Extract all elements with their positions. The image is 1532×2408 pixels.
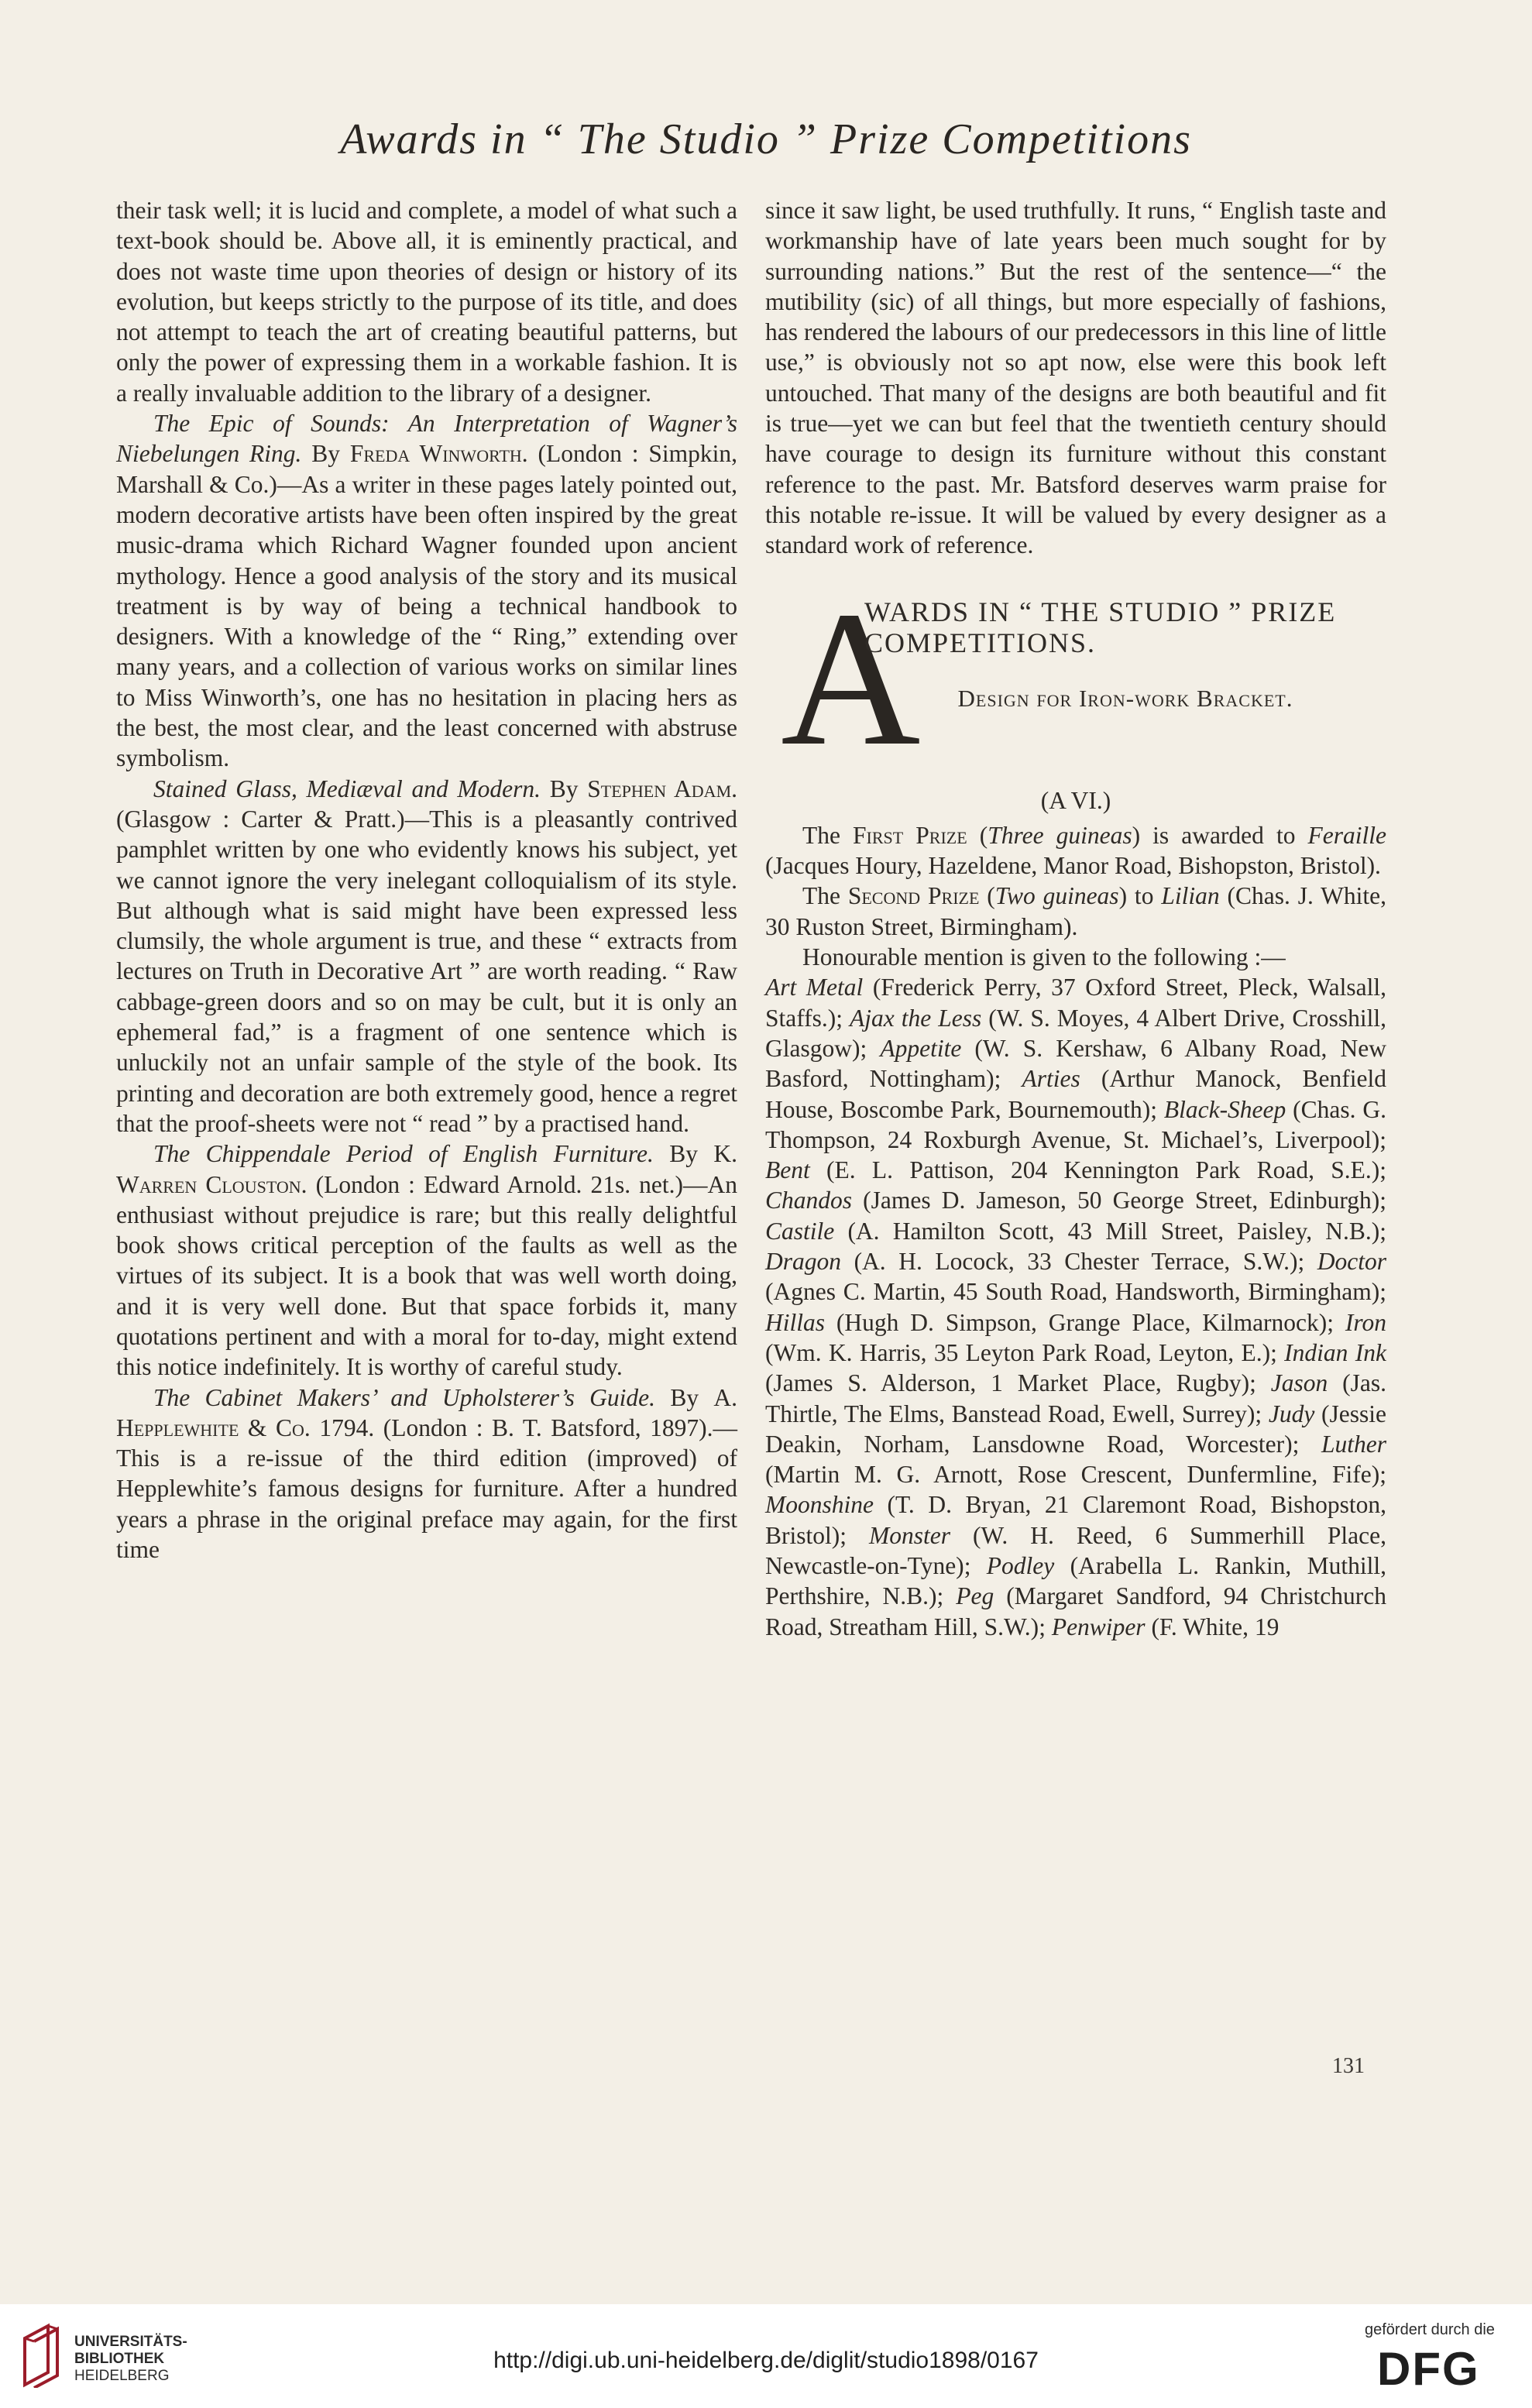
- book-title: The Epic of Sounds: An Interpretation of Wagner’s Niebelungen Ring.: [116, 410, 737, 468]
- mention-detail: (A. H. Locock, 33 Chester Terrace, S.W.): [854, 1248, 1298, 1276]
- second-prize-paragraph: The Second Prize (Two guineas) to Lilian (Chas. J. White, 30 Ruston Street, Birmingham).: [765, 882, 1386, 940]
- mention-pseudonym: Ajax the Less: [850, 1004, 982, 1032]
- book-title: The Chippendale Period of English Furniture.: [153, 1140, 654, 1168]
- review-epic-of-sounds: The Epic of Sounds: An Interpretation of Wagner’s Niebelungen Ring. By Freda Winworth. (London : Simpkin, Marshall & Co.)—As a writer in these pages lately pointed out, modern decorative artists have been often inspired by the great music-drama which Richard Wagner founded upon ancient mythology. Hence a good analysis of the story and its musical treatment is by way of being a technical handbook to designers. With a knowledge of the “ Ring,” extending over many years, and a collection of various works on similar lines to Miss Winworth’s, one has no hesitation in placing hers as the best, the most clear, and the least concerned with abstruse symbolism.: [116, 410, 737, 772]
- mention-pseudonym: Appetite: [880, 1034, 962, 1062]
- mention-detail: (James S. Alderson, 1 Market Place, Rugby): [765, 1369, 1250, 1397]
- competition-subheading: Design for Iron-work Bracket.: [957, 684, 1293, 712]
- mention-pseudonym: Arties: [1022, 1065, 1080, 1093]
- review-stained-glass: Stained Glass, Mediæval and Modern. By Stephen Adam. (Glasgow : Carter & Pratt.)—This is a pleasantly contrived pamphlet written by one who evidently knows his subject, yet we cannot ignore the very inelegant colloquialism of its style. But although what is said might have been expressed less clumsily, the whole argument is true, and these “ extracts from lectures on Truth in Decorative Art ” are worth reading. “ Raw cabbage-green doors and so on may be cult, but it is only an ephemeral fad,” is a fragment of one sentence which is unluckily not an unfair sample of the style of the book. Its printing and decoration are both extremely good, hence a regret that the proof-sheets were not “ read ” by a practised hand.: [116, 775, 738, 1137]
- second-prize-label: Second Prize: [847, 882, 980, 910]
- review-text: As a writer in these pages lately pointed out, modern decorative artists have been often inspired by the great music-drama which Richard Wagner founded upon ancient mythology. Hence a good analysis of the story and its musical treatment is by way of being a technical handbook to designers. With a knowledge of the “ Ring,” extending over many years, and a collection of various works on similar lines to Miss Winworth’s, one has no hesitation in placing hers as the best, the most clear, and the least concerned with abstruse symbolism.: [116, 470, 737, 772]
- mention-detail: (W. H. Reed, 6 Summerhill Place, Newcastle-on-Tyne): [765, 1521, 1386, 1579]
- first-prize-winner: (Jacques Houry, Hazeldene, Manor Road, Bishopston, Bristol).: [765, 852, 1381, 880]
- running-head: Awards in “ The Studio ” Prize Competitions: [340, 115, 1192, 163]
- review-text: An enthusiast without prejudice is rare; but this really delightful book shows critical perception of the faults as well as the virtues of its subject. It is a book that was well worth doing, and it is very well done. But that space forbids it, many quotations pertinent and with a moral for to-day, might extend this notice indefinitely. It is worthy of careful study.: [116, 1170, 737, 1381]
- mention-detail: (Jessie Deakin, Norham, Lansdowne Road, Worcester): [765, 1400, 1386, 1458]
- author-name: A. Hepplewhite & Co.: [116, 1383, 738, 1441]
- mention-detail: (Arthur Manock, Benfield House, Boscombe Park, Bournemouth): [765, 1065, 1386, 1123]
- paragraph-continuation: since it saw light, be used truthfully. It runs, “ English taste and workmanship have of late years been much sought for by surrounding nations.” But the rest of the sentence—“ the mutibility (sic) of all things, but more especially of fashions, has rendered the labours of our predecessors in this line of little use,” is obviously not so apt now, else were this book left untouched. That many of the designs are both beautiful and fit is true—yet we can but feel that the twentieth century should have courage to design its furniture without this constant reference to the past. Mr. Batsford deserves warm praise for this notable re-issue. It will be valued by every designer as a standard work of reference.: [765, 197, 1386, 559]
- source-url-link[interactable]: http://digi.ub.uni-heidelberg.de/diglit/studio1898/0167: [493, 2348, 1039, 2373]
- mention-detail: (E. L. Pattison, 204 Kennington Park Road, S.E.): [826, 1156, 1380, 1184]
- mention-detail: (James D. Jameson, 50 George Street, Edinburgh): [863, 1187, 1380, 1214]
- mention-detail: (F. White, 19: [1151, 1613, 1280, 1640]
- mention-detail: (Wm. K. Harris, 35 Leyton Park Road, Leyton, E.): [765, 1338, 1271, 1366]
- honourable-intro: Honourable mention is given to the following :—: [802, 943, 1286, 971]
- digitization-footer: [0, 2304, 1532, 2408]
- review-chippendale: The Chippendale Period of English Furniture. By K. Warren Clouston. (London : Edward Arnold. 21s. net.)—An enthusiast without prejudice is rare; but this really delightful book shows critical perception of the faults as well as the virtues of its subject. It is a book that was well worth doing, and it is very well done. But that space forbids it, many quotations pertinent and with a moral for to-day, might extend this notice indefinitely. It is worthy of careful study.: [116, 1140, 738, 1381]
- mention-pseudonym: Penwiper: [1051, 1613, 1146, 1640]
- mention-detail: (Frederick Perry, 37 Oxford Street, Pleck, Walsall, Staffs.): [765, 974, 1387, 1032]
- mention-detail: (W. S. Moyes, 4 Albert Drive, Crosshill, Glasgow): [765, 1004, 1387, 1062]
- paragraph-continuation: their task well; it is lucid and complete, a model of what such a text-book should be. Above all, it is eminently practical, and does not waste time upon theories of design or history of its evolution, but keeps strictly to the purpose of its title, and does not attempt to teach the art of creating beautiful patterns, but only the power of expressing them in a workable fashion. It is a really invaluable addition to the library of a designer.: [116, 197, 737, 407]
- page-number: 131: [1332, 2054, 1365, 2078]
- mention-pseudonym: Chandos: [765, 1187, 853, 1214]
- section-heading: WARDS IN “ THE STUDIO ” PRIZE COMPETITIONS.: [864, 596, 1337, 658]
- mention-pseudonym: Doctor: [1317, 1248, 1386, 1276]
- mention-pseudonym: Peg: [956, 1582, 994, 1610]
- funding-note: gefördert durch die: [1365, 2321, 1495, 2338]
- section-heading-block: [765, 571, 1386, 786]
- author-name: Freda Winworth.: [349, 440, 528, 468]
- mention-pseudonym: Hillas: [765, 1308, 826, 1336]
- author-name: K. Warren Clouston.: [116, 1140, 738, 1198]
- honourable-mentions-list: Art Metal (Frederick Perry, 37 Oxford Street, Pleck, Walsall, Staffs.); Ajax the Less (W. S. Moyes, 4 Albert Drive, Crosshill, Glasgow); Appetite (W. S. Kershaw, 6 Albany Road, New Basford, Nottingham); Arties (Arthur Manock, Benfield House, Boscombe Park, Bournemouth); Black-Sheep (Chas. G. Thompson, 24 Roxburgh Avenue, St. Michael’s, Liverpool); Bent (E. L. Pattison, 204 Kennington Park Road, S.E.); Chandos (James D. Jameson, 50 George Street, Edinburgh); Castile (A. Hamilton Scott, 43 Mill Street, Paisley, N.B.); Dragon (A. H. Locock, 33 Chester Terrace, S.W.); Doctor (Agnes C. Martin, 45 South Road, Handsworth, Birmingham); Hillas (Hugh D. Simpson, Grange Place, Kilmarnock); Iron (Wm. K. Harris, 35 Leyton Park Road, Leyton, E.); Indian Ink (James S. Alderson, 1 Market Place, Rugby); Jason (Jas. Thirtle, The Elms, Banstead Road, Ewell, Surrey); Judy (Jessie Deakin, Norham, Lansdowne Road, Worcester); Luther (Martin M. G. Arnott, Rose Crescent, Dunfermline, Fife); Moonshine (T. D. Bryan, 21 Claremont Road, Bishopston, Bristol); Monster (W. H. Reed, 6 Summerhill Place, Newcastle-on-Tyne); Podley (Arabella L. Rankin, Muthill, Perthshire, N.B.); Peg (Margaret Sandford, 94 Christchurch Road, Streatham Hill, S.W.); Penwiper (F. White, 19: [765, 974, 1387, 1640]
- mention-detail: (Chas. G. Thompson, 24 Roxburgh Avenue, St. Michael’s, Liverpool): [765, 1095, 1386, 1153]
- mention-pseudonym: Dragon: [765, 1248, 842, 1276]
- dfg-logo-text: DFG: [1377, 2348, 1480, 2391]
- dfg-logo-icon: [1377, 2348, 1524, 2395]
- mention-pseudonym: Monster: [869, 1521, 951, 1549]
- first-prize-paragraph: The First Prize (Three guineas) is awarded to Feraille (Jacques Houry, Hazeldene, Manor Road, Bishopston, Bristol).: [765, 821, 1386, 880]
- mention-pseudonym: Jason: [1270, 1369, 1328, 1397]
- first-prize-label: First Prize: [853, 821, 967, 849]
- right-column: [765, 195, 1386, 1642]
- mention-pseudonym: Art Metal: [765, 974, 864, 1001]
- mention-detail: (Margaret Sandford, 94 Christchurch Road, Streatham Hill, S.W.): [765, 1582, 1386, 1640]
- mention-pseudonym: Iron: [1345, 1308, 1386, 1336]
- mention-pseudonym: Indian Ink: [1284, 1338, 1386, 1366]
- second-prize-amount: Two guineas: [994, 882, 1119, 910]
- mention-detail: (W. S. Kershaw, 6 Albany Road, New Basford, Nottingham): [765, 1034, 1386, 1093]
- mention-detail: (Arabella L. Rankin, Muthill, Perthshire, N.B.): [765, 1551, 1386, 1610]
- imprint: 1794. (London : B. T. Batsford, 1897).—: [319, 1414, 737, 1441]
- imprint: (Glasgow : Carter & Pratt.)—: [116, 805, 430, 833]
- second-prize-winner: (Chas. J. White, 30 Ruston Street, Birmingham).: [765, 882, 1386, 940]
- mention-pseudonym: Luther: [1321, 1430, 1386, 1458]
- mention-detail: (A. Hamilton Scott, 43 Mill Street, Paisley, N.B.): [847, 1217, 1380, 1245]
- review-hepplewhite: The Cabinet Makers’ and Upholsterer’s Guide. By A. Hepplewhite & Co. 1794. (London : B. T. Batsford, 1897).—This is a re-issue of the third edition (improved) of Hepplewhite’s famous designs for furniture. After a hundred years a phrase in the original preface may again, for the first time: [116, 1383, 738, 1564]
- mention-pseudonym: Castile: [765, 1217, 835, 1245]
- first-prize-pseudonym: Feraille: [1307, 821, 1386, 849]
- book-title: Stained Glass, Mediæval and Modern.: [153, 775, 541, 802]
- mention-detail: (T. D. Bryan, 21 Claremont Road, Bishopston, Bristol): [765, 1491, 1386, 1549]
- mention-pseudonym: Judy: [1268, 1400, 1315, 1427]
- mention-pseudonym: Bent: [765, 1156, 810, 1184]
- left-column: [116, 195, 737, 1565]
- mention-pseudonym: Podley: [986, 1551, 1055, 1579]
- mention-detail: (Jas. Thirtle, The Elms, Banstead Road, Ewell, Surrey): [765, 1369, 1386, 1427]
- mention-detail: (Agnes C. Martin, 45 South Road, Handsworth, Birmingham): [765, 1278, 1380, 1306]
- review-text: This is a pleasantly contrived pamphlet written by one who evidently knows his subject, yet we cannot ignore the very inelegant colloquialism of its style. But although what is said might have been expressed less clumsily, the whole argument is true, and these “ extracts from lectures on Truth in Decorative Art ” are worth reading. “ Raw cabbage-green doors and so on may be cult, but it is only an ephemeral fad,” is a fragment of one sentence which is unluckily not an unfair sample of the style of the book. Its printing and decoration are both extremely good, hence a regret that the proof-sheets were not “ read ” by a practised hand.: [116, 805, 738, 1137]
- book-title: The Cabinet Makers’ and Upholsterer’s Guide.: [153, 1383, 656, 1411]
- imprint: (London : Edward Arnold. 21s. net.)—: [315, 1170, 708, 1198]
- author-name: Stephen Adam.: [587, 775, 738, 802]
- first-prize-amount: Three guineas: [988, 821, 1132, 849]
- university-library-name: UNIVERSITÄTS- BIBLIOTHEK HEIDELBERG: [74, 2334, 187, 2384]
- second-prize-pseudonym: Lilian: [1161, 882, 1220, 910]
- imprint: (London : Simpkin, Marshall & Co.)—: [116, 440, 737, 498]
- drop-cap: A: [781, 571, 921, 786]
- mention-detail: (Hugh D. Simpson, Grange Place, Kilmarnock): [836, 1308, 1328, 1336]
- mention-detail: (Martin M. G. Arnott, Rose Crescent, Dunfermline, Fife): [765, 1461, 1380, 1489]
- review-text: This is a re-issue of the third edition (improved) of Hepplewhite’s famous designs for furniture. After a hundred years a phrase in the original preface may again, for the first time: [116, 1444, 737, 1564]
- competition-code: (A VI.): [1040, 786, 1111, 814]
- mention-pseudonym: Moonshine: [765, 1491, 874, 1519]
- mention-pseudonym: Black-Sheep: [1163, 1095, 1286, 1123]
